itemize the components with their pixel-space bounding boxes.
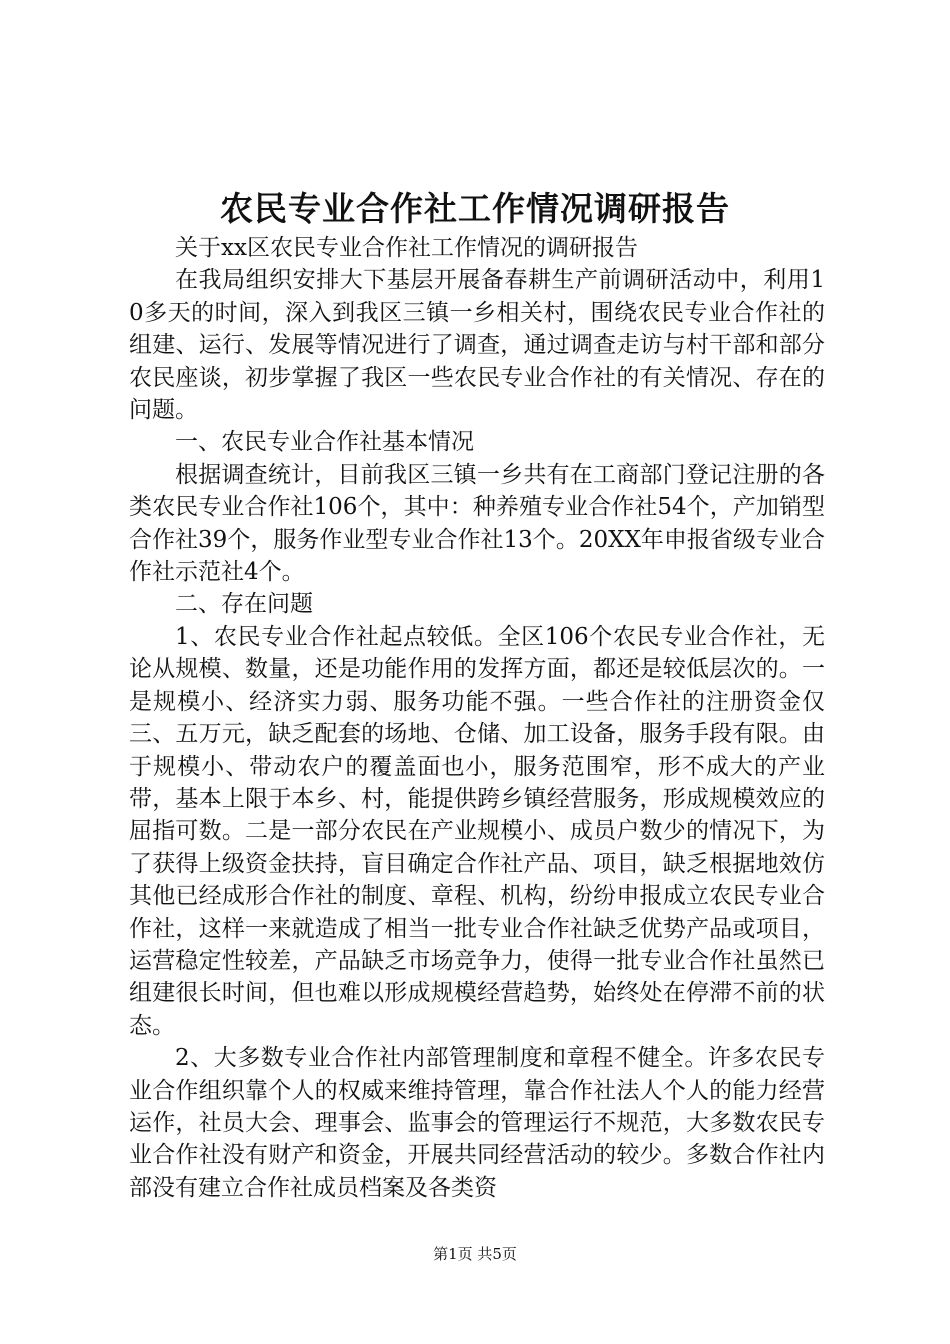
section-heading-problems: 二、存在问题 <box>175 591 313 618</box>
page-number-footer: 第1页 共5页 <box>433 1245 517 1263</box>
paragraph-problem-2: 2、大多数专业合作社内部管理制度和章程不健全。许多农民专业合作组织靠个人的权威来维持管理，靠合作社法人个人的能力经营运作，社员大会、理事会、监事会的管理运行不规范，大多数农民专业合作社没有财产和资金，开展共同经营活动的较少。多数合作社内部没有建立合作社成员档案及各类资 <box>129 1045 825 1201</box>
paragraph-intro: 在我局组织安排大下基层开展备春耕生产前调研活动中，利用10多天的时间，深入到我区三镇一乡相关村，围绕农民专业合作社的组建、运行、发展等情况进行了调查，通过调查走访与村干部和部分农民座谈，初步掌握了我区一些农民专业合作社的有关情况、存在的问题。 <box>129 267 825 424</box>
document-title: 农民专业合作社工作情况调研报告 <box>220 189 730 228</box>
section-heading-basic-situation: 一、农民专业合作社基本情况 <box>175 429 474 456</box>
paragraph-statistics: 根据调查统计，目前我区三镇一乡共有在工商部门登记注册的各类农民专业合作社106个，其中：种养殖专业合作社54个，产加销型合作社39个，服务作业型专业合作社13个。20XX年申报省级专业合作社示范社4个。 <box>129 461 825 586</box>
document-body <box>129 232 825 1204</box>
paragraph-report-subtitle: 关于xx区农民专业合作社工作情况的调研报告 <box>175 235 638 261</box>
paragraph-problem-1: 1、农民专业合作社起点较低。全区106个农民专业合作社，无论从规模、数量，还是功能作用的发挥方面，都还是较低层次的。一是规模小、经济实力弱、服务功能不强。一些合作社的注册资金仅三、五万元，缺乏配套的场地、仓储、加工设备，服务手段有限。由于规模小、带动农户的覆盖面也小，服务范围窄，形不成大的产业带，基本上限于本乡、村，能提供跨乡镇经营服务，形成规模效应的屈指可数。二是一部分农民在产业规模小、成员户数少的情况下，为了获得上级资金扶持，盲目确定合作社产品、项目，缺乏根据地效仿其他已经成形合作社的制度、章程、机构，纷纷申报成立农民专业合作社，这样一来就造成了相当一批专业合作社缺乏优势产品或项目，运营稳定性较差，产品缺乏市场竞争力，使得一批专业合作社虽然已组建很长时间，但也难以形成规模经营趋势，始终处在停滞不前的状态。 <box>129 623 825 1039</box>
